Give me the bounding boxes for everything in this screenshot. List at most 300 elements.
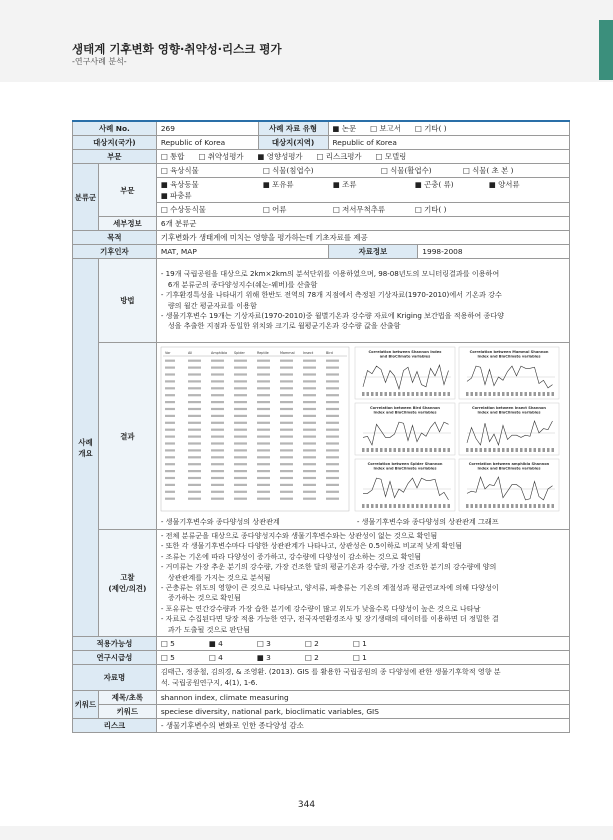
tick-label [384, 392, 387, 396]
table-cell [165, 456, 175, 458]
country-value: Republic of Korea [156, 136, 258, 150]
table-cell [211, 484, 224, 486]
tick-label [533, 504, 536, 508]
tick-label [384, 504, 387, 508]
table-cell [280, 360, 293, 362]
table-cell [188, 415, 201, 417]
table-cell [211, 387, 224, 389]
tick-label [447, 448, 450, 452]
tick-label [475, 448, 478, 452]
tick-label [362, 448, 365, 452]
table-cell [257, 442, 270, 444]
tick-label [515, 504, 518, 508]
tick-label [402, 504, 405, 508]
table-header-cell: Amphibia [210, 351, 227, 355]
table-cell [280, 470, 293, 472]
tick-label [511, 504, 514, 508]
table-cell [211, 442, 224, 444]
table-cell [303, 422, 316, 424]
sector-label: 부문 [73, 150, 157, 164]
table-cell [303, 470, 316, 472]
urgency-options: □ 5 □ 4 ■ 3 □ 2 □ 1 [156, 651, 569, 665]
table-cell [257, 394, 270, 396]
table-cell [188, 477, 201, 479]
tick-label [420, 392, 423, 396]
table-cell [234, 463, 247, 465]
tick-label [488, 504, 491, 508]
svg-text:Index and BioClimate variables: Index and BioClimate variables [477, 466, 541, 471]
applicability-options: □ 5 ■ 4 □ 3 □ 2 □ 1 [156, 637, 569, 651]
applicability-label: 적용가능성 [73, 637, 157, 651]
tick-label [416, 448, 419, 452]
table-cell [303, 401, 316, 403]
tick-label [524, 392, 527, 396]
table-cell [234, 394, 247, 396]
risk-label: 리스크 [73, 719, 157, 733]
table-cell [165, 373, 175, 375]
table-cell [257, 449, 270, 451]
tick-label [529, 504, 532, 508]
table-cell [188, 422, 201, 424]
tick-label [551, 504, 554, 508]
table-header-cell: Mammal [279, 351, 295, 355]
tick-label [538, 392, 541, 396]
page-subtitle: -연구사례 분석- [72, 57, 127, 66]
tick-label [411, 392, 414, 396]
table-cell [211, 401, 224, 403]
table-header-cell: Spider [233, 351, 245, 355]
table-header-cell: Reptile [256, 351, 269, 355]
tick-label [416, 392, 419, 396]
table-cell [188, 470, 201, 472]
table-header-cell: Insect [302, 351, 314, 355]
result-cell [156, 343, 569, 530]
table-cell [280, 477, 293, 479]
tick-label [529, 392, 532, 396]
table-cell [326, 498, 339, 500]
table-cell [165, 429, 175, 431]
table-cell [257, 380, 270, 382]
tick-label [438, 448, 441, 452]
table-cell [280, 449, 293, 451]
class-row-2: ■ 육상동물 ■ 포유류 ■ 조류 ■ 곤충( 류) ■ 양서류■ 파충류 [156, 178, 569, 203]
tick-label [420, 504, 423, 508]
risk-value: - 생물기후변수의 변화로 인한 종다양성 감소 [156, 719, 569, 733]
tick-label [506, 448, 509, 452]
table-cell [326, 436, 339, 438]
table-cell [303, 380, 316, 382]
tick-label [488, 448, 491, 452]
tick-label [529, 448, 532, 452]
keywords-kw-label: 키워드 [98, 705, 156, 719]
tick-label [488, 392, 491, 396]
tick-label [443, 448, 446, 452]
table-cell [165, 367, 175, 369]
tick-label [533, 448, 536, 452]
table-cell [303, 360, 316, 362]
tick-label [475, 504, 478, 508]
table-cell [280, 367, 293, 369]
tick-label [520, 392, 523, 396]
table-cell [257, 456, 270, 458]
case-no-value: 269 [156, 121, 258, 136]
tick-label [479, 504, 482, 508]
table-cell [188, 360, 201, 362]
table-cell [257, 463, 270, 465]
tick-label [362, 504, 365, 508]
tick-label [520, 504, 523, 508]
class-row-1: □ 육상식물 □ 식물(침엽수) □ 식물(활엽수) □ 식물( 초 본 ) [156, 164, 569, 178]
tick-label [479, 392, 482, 396]
table-cell [165, 484, 175, 486]
table-cell [188, 401, 201, 403]
svg-text:Index and BioClimate variables: Index and BioClimate variables [373, 466, 437, 471]
table-cell [211, 367, 224, 369]
keywords-title-label: 제목/초록 [98, 691, 156, 705]
table-cell [211, 498, 224, 500]
table-cell [234, 498, 247, 500]
table-cell [326, 360, 339, 362]
climate-factor-value: MAT, MAP [156, 245, 328, 259]
tick-label [389, 392, 392, 396]
table-cell [326, 367, 339, 369]
tick-label [429, 448, 432, 452]
table-cell [257, 470, 270, 472]
table-cell [326, 373, 339, 375]
table-cell [234, 373, 247, 375]
tick-label [447, 504, 450, 508]
table-cell [326, 401, 339, 403]
table-cell [211, 360, 224, 362]
tick-label [389, 504, 392, 508]
tick-label [484, 448, 487, 452]
tick-label [398, 448, 401, 452]
tick-label [470, 392, 473, 396]
correlation-chart [459, 347, 559, 399]
table-cell [280, 401, 293, 403]
table-cell [326, 449, 339, 451]
table-cell [211, 373, 224, 375]
table-cell [234, 477, 247, 479]
table-cell [257, 422, 270, 424]
table-cell [303, 408, 316, 410]
svg-text:Correlation between Insect Sha: Correlation between Insect Shannon [471, 406, 546, 410]
tick-label [429, 392, 432, 396]
table-cell [303, 373, 316, 375]
table-cell [280, 422, 293, 424]
detail-value: 6개 분류군 [156, 217, 569, 231]
table-cell [188, 387, 201, 389]
table-cell [188, 373, 201, 375]
data-period-value: 1998-2008 [418, 245, 570, 259]
table-cell [257, 373, 270, 375]
tick-label [547, 392, 550, 396]
table-cell [211, 491, 224, 493]
table-cell [211, 449, 224, 451]
tick-label [511, 448, 514, 452]
tick-label [475, 392, 478, 396]
table-cell [211, 436, 224, 438]
table-cell [326, 394, 339, 396]
table-cell [165, 401, 175, 403]
region-label: 대상지(지역) [258, 136, 328, 150]
table-cell [326, 429, 339, 431]
table-cell [257, 367, 270, 369]
region-value: Republic of Korea [328, 136, 570, 150]
table-cell [165, 442, 175, 444]
sector-options: □ 통합 □ 취약성평가 ■ 영향성평가 □ 리스크평가 □ 모델링 [156, 150, 569, 164]
tick-label [547, 448, 550, 452]
tick-label [434, 448, 437, 452]
table-cell [211, 380, 224, 382]
tick-label [511, 392, 514, 396]
tick-label [438, 392, 441, 396]
table-cell [326, 477, 339, 479]
table-cell [303, 429, 316, 431]
tick-label [375, 448, 378, 452]
table-cell [280, 387, 293, 389]
table-cell [303, 387, 316, 389]
detail-label: 세부정보 [98, 217, 156, 231]
tick-label [551, 392, 554, 396]
tick-label [371, 392, 374, 396]
table-cell [188, 408, 201, 410]
table-cell [280, 380, 293, 382]
tick-label [533, 392, 536, 396]
tick-label [524, 504, 527, 508]
correlation-chart [355, 459, 455, 511]
classification-label: 분류군 [73, 164, 99, 231]
tick-label [438, 504, 441, 508]
table-cell [303, 394, 316, 396]
purpose-value: 기후변화가 생태계에 미치는 영향을 평가하는데 기초자료를 제공 [156, 231, 569, 245]
table-header-cell: All [187, 351, 193, 355]
table-cell [211, 470, 224, 472]
table-cell [165, 408, 175, 410]
table-cell [165, 436, 175, 438]
table-cell [280, 394, 293, 396]
tick-label [493, 448, 496, 452]
overview-label: 사례 개요 [73, 259, 99, 637]
table-cell [188, 498, 201, 500]
correlation-chart [459, 403, 559, 455]
tick-label [484, 392, 487, 396]
tick-label [551, 448, 554, 452]
correlation-chart [355, 347, 455, 399]
tick-label [407, 448, 410, 452]
tick-label [371, 448, 374, 452]
tick-label [411, 448, 414, 452]
table-cell [165, 394, 175, 396]
table-cell [211, 456, 224, 458]
table-cell [165, 477, 175, 479]
table-cell [234, 380, 247, 382]
footer-band [0, 826, 613, 840]
table-cell [165, 380, 175, 382]
table-cell [303, 436, 316, 438]
tick-label [538, 448, 541, 452]
tick-label [393, 504, 396, 508]
table-cell [165, 463, 175, 465]
correlation-chart [355, 403, 455, 455]
table-cell [303, 484, 316, 486]
table-cell [165, 415, 175, 417]
table-cell [280, 415, 293, 417]
svg-text:Correlation between Shannon In: Correlation between Shannon Index [368, 350, 442, 354]
tick-label [416, 504, 419, 508]
table-cell [165, 449, 175, 451]
table-cell [257, 436, 270, 438]
caption-right: - 생물기후변수와 종다양성의 상관관계 그래프 [356, 517, 499, 526]
correlation-chart [459, 459, 559, 511]
tick-label [542, 392, 545, 396]
svg-text:Index and BioClimate variables: Index and BioClimate variables [477, 410, 541, 415]
table-cell [257, 415, 270, 417]
table-cell [165, 387, 175, 389]
table-cell [257, 491, 270, 493]
table-cell [280, 456, 293, 458]
tick-label [502, 504, 505, 508]
table-cell [326, 422, 339, 424]
chapter-tab [599, 20, 613, 80]
data-type-options: ■ 논문 □ 보고서 □ 기타( ) [328, 121, 570, 136]
table-cell [188, 436, 201, 438]
page-number: 344 [297, 800, 316, 810]
svg-text:Correlation between amphibia S: Correlation between amphibia Shannon [468, 462, 550, 466]
tick-label [398, 392, 401, 396]
table-cell [326, 470, 339, 472]
tick-label [434, 392, 437, 396]
tick-label [484, 504, 487, 508]
table-cell [234, 484, 247, 486]
tick-label [425, 448, 428, 452]
table-cell [257, 387, 270, 389]
tick-label [407, 504, 410, 508]
caption-left: - 생물기후변수와 종다양성의 상관관계 [160, 517, 280, 526]
table-header-cell: Bird [325, 351, 333, 355]
table-cell [188, 484, 201, 486]
table-cell [234, 415, 247, 417]
svg-text:Correlation between Bird Shann: Correlation between Bird Shannon [369, 406, 440, 410]
tick-label [479, 448, 482, 452]
discussion-text: - 전체 분류군을 대상으로 종다양성지수와 생물기후변수와는 상관성이 없는 것으로 확인됨 - 또한 각 생물기후변수마다 다양한 상관관계가 나타나고, 상관성은 0.5이하로 비교적 낮게 확인됨 - 조류는 기온에 따라 다양성이 증가하고, 강수량에 다양성이 감소하는 것으로 확인됨 - 거미류는 가장 추운 분기의 강수량, 가장 건조한 달의 평균기온과 강수량, 가장 건조한 분기의 강수량에 양의 상관관계를 가지는 것으로 분석됨 - 곤충류는 위도의 영향이 큰 것으로 나타났고, 양서류, 파충류는 기온의 계절성과 평균연교차에 의해 다양성이 증가하는 것으로 확인됨 - 포유류는 연간강수량과 가장 습한 분기에 강수량이 많고 위도가 낮을수록 다양성이 높은 것으로 나타남 - 자료로 수집된다면 당장 적용 가능한 연구, 전국자연환경조사 및 장기생태의 데이터를 이용하면 더 정밀한 결 과가 도출될 것으로 판단됨 [156, 530, 569, 637]
table-cell [303, 449, 316, 451]
table-cell [280, 436, 293, 438]
table-cell [188, 367, 201, 369]
tick-label [466, 504, 469, 508]
table-cell [234, 491, 247, 493]
tick-label [398, 504, 401, 508]
tick-label [434, 504, 437, 508]
table-cell [257, 484, 270, 486]
tick-label [506, 392, 509, 396]
table-cell [326, 380, 339, 382]
tick-label [520, 448, 523, 452]
table-cell [234, 367, 247, 369]
table-cell [211, 429, 224, 431]
table-cell [188, 442, 201, 444]
reference-label: 자료명 [73, 665, 157, 691]
method-label: 방법 [98, 259, 156, 343]
table-cell [303, 477, 316, 479]
tick-label [443, 392, 446, 396]
tick-label [384, 448, 387, 452]
tick-label [447, 392, 450, 396]
method-text: - 19개 국립공원을 대상으로 2km×2km의 분석단위를 이용하였으며, 98-08년도의 모니터링결과를 이용하여 6개 분류군의 종다양성지수(쉐논-웨버)를 산출함 - 기후환경특성을 나타내기 위해 한반도 전역의 78개 지점에서 측정된 기상자료(1970-2010)에서 기온과 강수 량의 월간 평균자료를 이용함 - 생물기후변수 19개는 기상자료(1970-2010)중 월별기온과 강수량 자료에 Kriging 보간법을 적용하여 종다양 성을 추출한 지점과 동일한 위치와 크기로 월평균기온과 강수량 값을 산출함 [156, 259, 569, 343]
table-cell [326, 456, 339, 458]
discussion-label: 고찰 (제언/의견) [98, 530, 156, 637]
table-cell [234, 470, 247, 472]
table-cell [188, 491, 201, 493]
table-cell [280, 442, 293, 444]
table-cell [280, 463, 293, 465]
reference-text: 김태근, 정종철, 김의경, & 조영환. (2013). GIS 를 활용한 국립공원의 종 다양성에 관한 생물기후학적 영향 분 석. 국립공원연구지, 4(1), 1-6. [156, 665, 569, 691]
table-cell [303, 491, 316, 493]
tick-label [542, 504, 545, 508]
climate-factor-label: 기후인자 [73, 245, 157, 259]
table-cell [303, 442, 316, 444]
table-cell [280, 484, 293, 486]
table-cell [326, 415, 339, 417]
table-cell [188, 456, 201, 458]
tick-label [371, 504, 374, 508]
tick-label [443, 504, 446, 508]
table-cell [303, 456, 316, 458]
svg-text:and BioClimate variables: and BioClimate variables [379, 354, 431, 359]
table-cell [165, 360, 175, 362]
table-cell [211, 477, 224, 479]
table-cell [188, 449, 201, 451]
correlation-table-figure [161, 347, 349, 511]
tick-label [366, 392, 369, 396]
tick-label [393, 392, 396, 396]
table-cell [165, 422, 175, 424]
tick-label [470, 504, 473, 508]
table-cell [280, 373, 293, 375]
table-cell [303, 415, 316, 417]
tick-label [407, 392, 410, 396]
result-label: 결과 [98, 343, 156, 530]
tick-label [425, 392, 428, 396]
table-cell [280, 429, 293, 431]
table-cell [326, 491, 339, 493]
table-cell [211, 415, 224, 417]
table-cell [303, 498, 316, 500]
table-cell [326, 387, 339, 389]
tick-label [502, 392, 505, 396]
tick-label [547, 504, 550, 508]
tick-label [380, 504, 383, 508]
table-cell [165, 470, 175, 472]
tick-label [542, 448, 545, 452]
class-row-3: □ 수상동식물 □ 어류 □ 저서무척추류 □ 기타( ) [156, 203, 569, 217]
table-cell [257, 408, 270, 410]
table-cell [234, 387, 247, 389]
table-cell [234, 360, 247, 362]
tick-label [506, 504, 509, 508]
tick-label [380, 448, 383, 452]
tick-label [362, 392, 365, 396]
tick-label [366, 448, 369, 452]
table-cell [303, 367, 316, 369]
table-cell [234, 408, 247, 410]
urgency-label: 연구시급성 [73, 651, 157, 665]
table-cell [234, 449, 247, 451]
tick-label [470, 448, 473, 452]
table-cell [188, 463, 201, 465]
tick-label [515, 448, 518, 452]
purpose-label: 목적 [73, 231, 157, 245]
